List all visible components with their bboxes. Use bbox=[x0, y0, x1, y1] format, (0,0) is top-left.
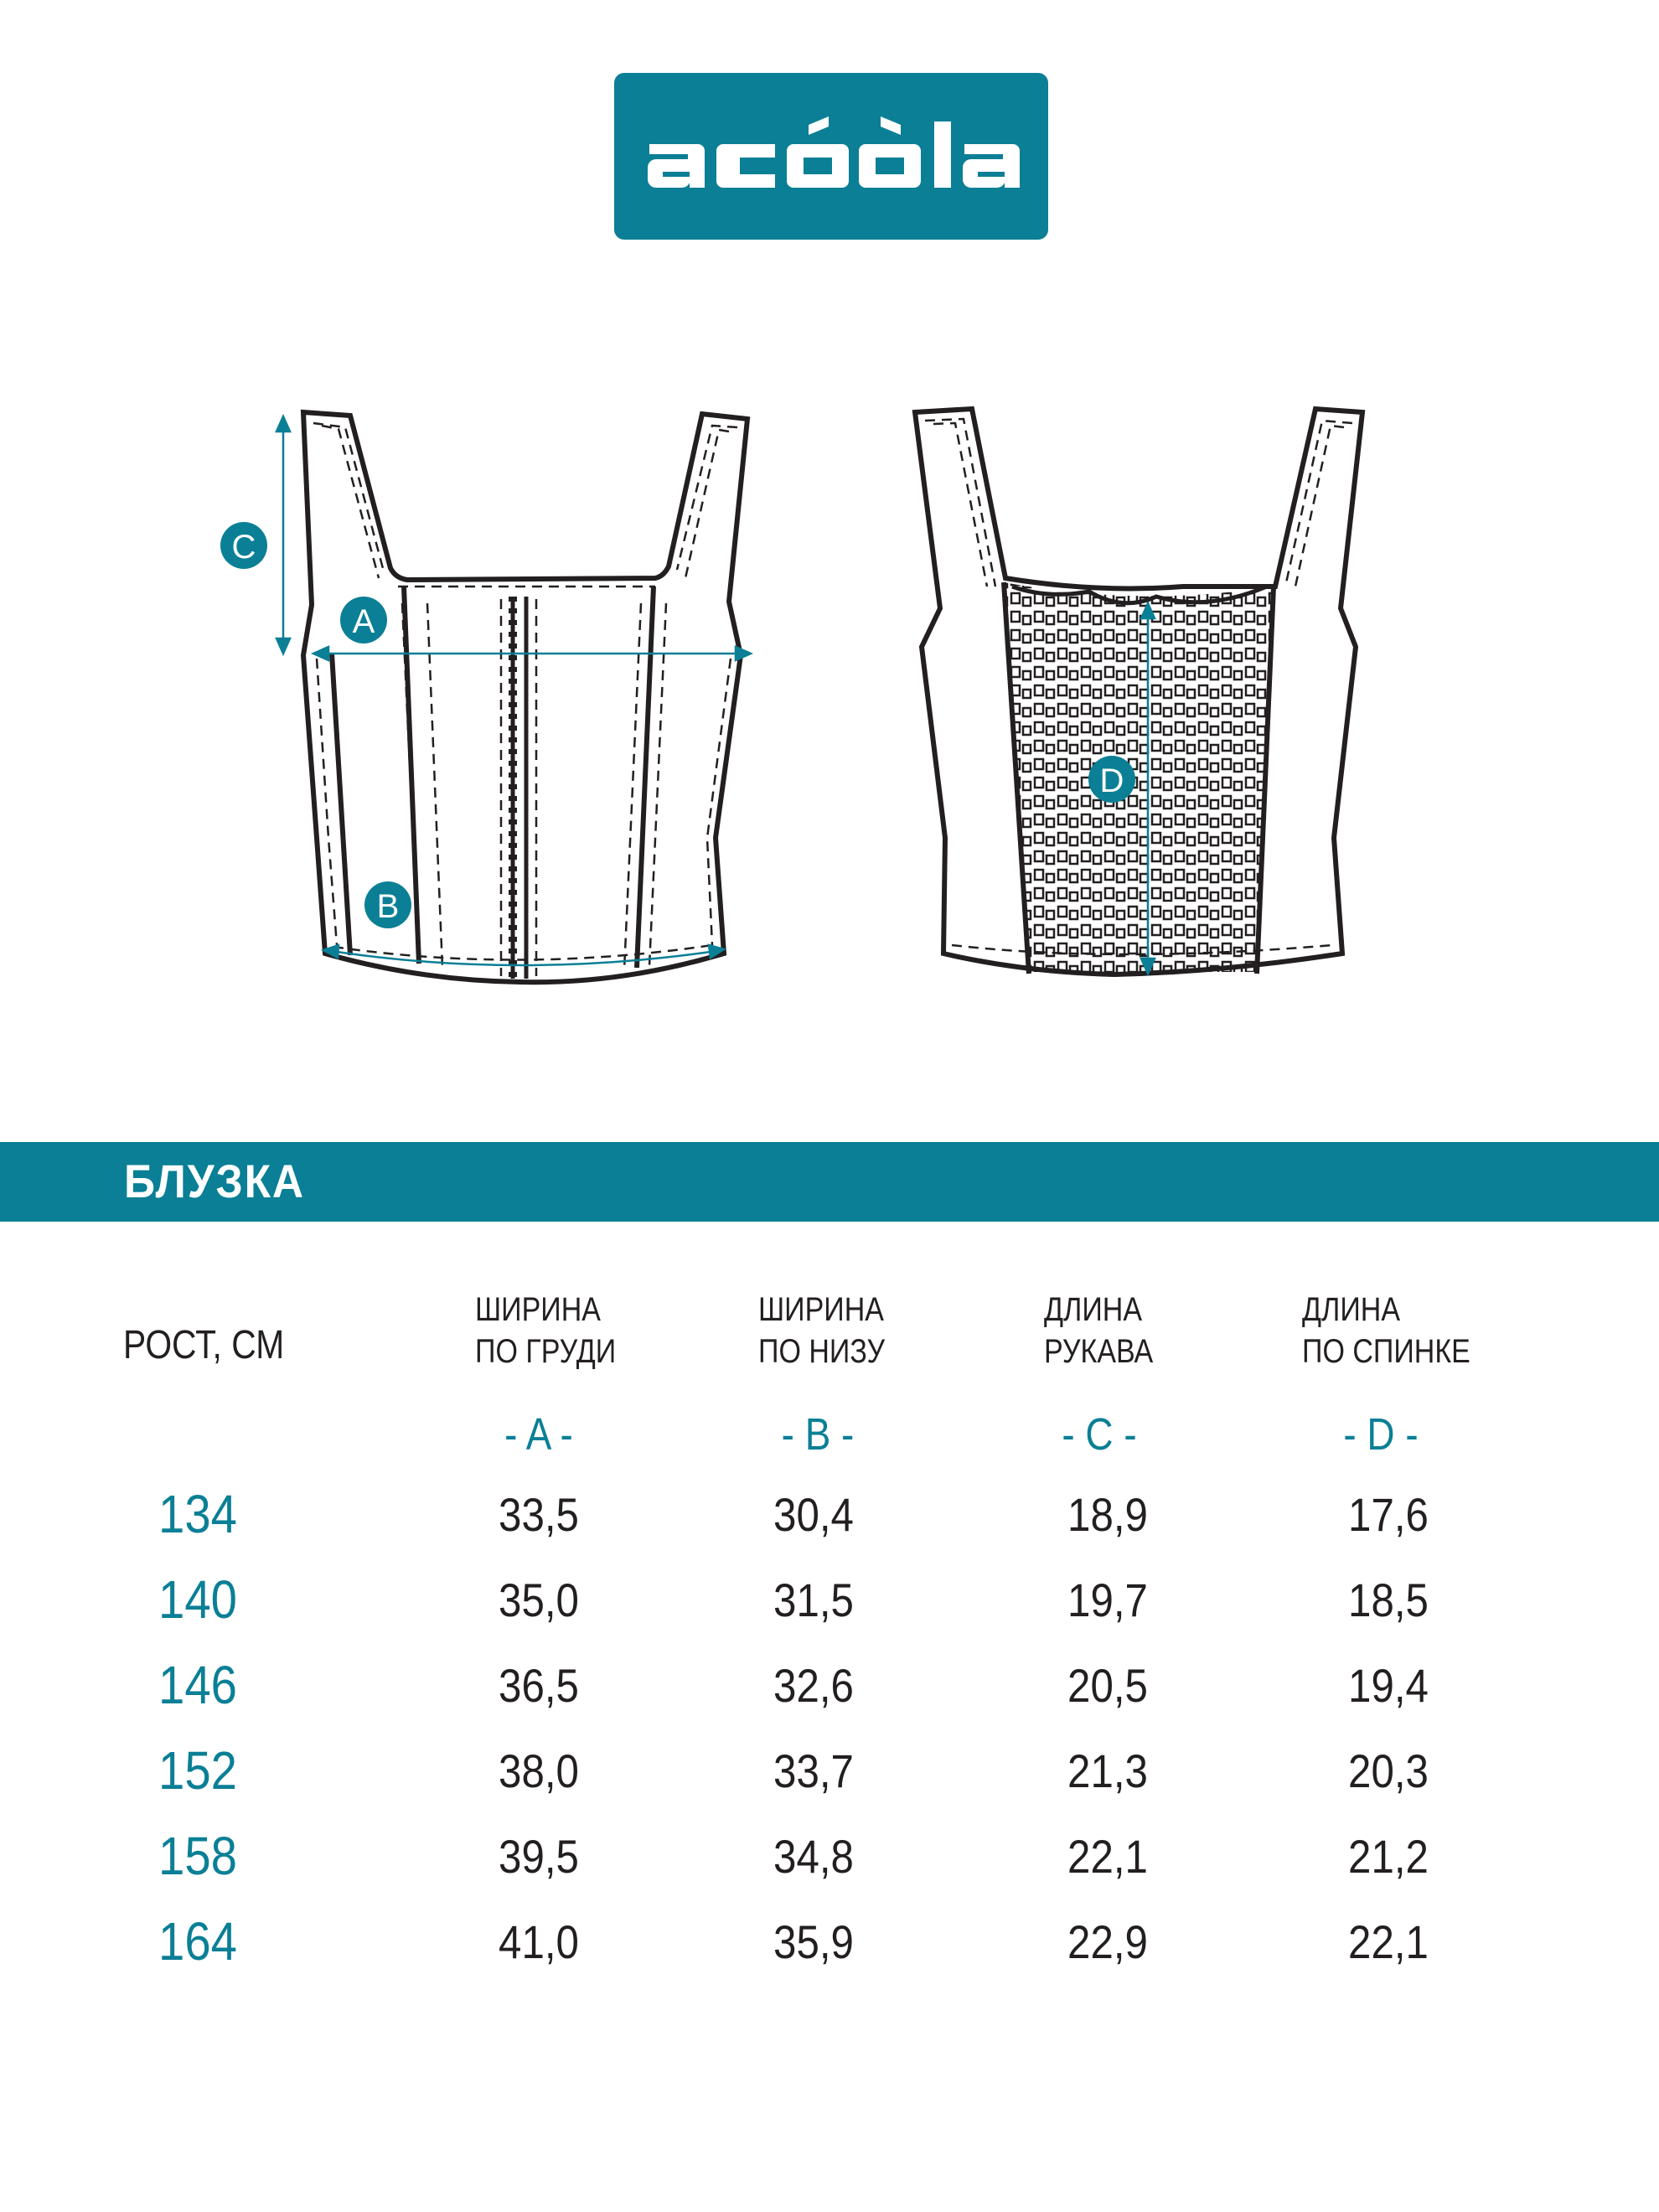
svg-text:D: D bbox=[1099, 762, 1124, 799]
marker-b bbox=[364, 881, 411, 928]
value-cell: 33,7 bbox=[773, 1744, 854, 1797]
table-row bbox=[0, 1912, 1659, 1979]
value-cell: 39,5 bbox=[499, 1830, 579, 1883]
table-row bbox=[0, 1656, 1659, 1723]
svg-text:A: A bbox=[352, 603, 375, 640]
value-cell: 33,5 bbox=[499, 1488, 579, 1541]
table-row bbox=[0, 1570, 1659, 1637]
value-cell: 22,9 bbox=[1067, 1915, 1148, 1968]
height-cell: 152 bbox=[158, 1740, 237, 1801]
value-cell: 20,3 bbox=[1348, 1744, 1429, 1797]
marker-a bbox=[340, 597, 387, 643]
value-cell: 19,7 bbox=[1067, 1574, 1148, 1626]
value-cell: 21,3 bbox=[1067, 1744, 1148, 1797]
table-row bbox=[0, 1485, 1659, 1552]
value-cell: 22,1 bbox=[1067, 1830, 1148, 1883]
value-cell: 35,0 bbox=[499, 1574, 579, 1626]
svg-text:C: C bbox=[231, 529, 256, 566]
value-cell: 17,6 bbox=[1348, 1488, 1429, 1541]
brand-logo bbox=[614, 73, 1048, 240]
value-cell: 32,6 bbox=[773, 1659, 854, 1712]
height-cell: 140 bbox=[158, 1569, 237, 1630]
value-cell: 30,4 bbox=[773, 1488, 854, 1541]
value-cell: 19,4 bbox=[1348, 1659, 1429, 1712]
value-cell: 18,9 bbox=[1067, 1488, 1148, 1541]
marker-c bbox=[220, 522, 267, 569]
acoola-logo-icon bbox=[614, 73, 1048, 240]
value-cell: 36,5 bbox=[499, 1659, 579, 1712]
marker-d bbox=[1088, 756, 1135, 803]
value-cell: 34,8 bbox=[773, 1830, 854, 1883]
height-cell: 146 bbox=[158, 1655, 237, 1715]
back-view-sketch bbox=[915, 409, 1362, 974]
value-cell: 31,5 bbox=[773, 1574, 854, 1626]
product-title-bar bbox=[0, 1142, 1659, 1222]
height-cell: 164 bbox=[158, 1911, 237, 1972]
product-title: БЛУЗКА bbox=[124, 1155, 305, 1207]
height-cell: 134 bbox=[158, 1484, 237, 1544]
svg-text:B: B bbox=[376, 888, 400, 925]
value-cell: 18,5 bbox=[1348, 1574, 1429, 1626]
value-cell: 38,0 bbox=[499, 1744, 579, 1797]
table-row bbox=[0, 1741, 1659, 1808]
value-cell: 21,2 bbox=[1348, 1830, 1429, 1883]
table-row bbox=[0, 1827, 1659, 1894]
value-cell: 41,0 bbox=[499, 1915, 579, 1968]
height-cell: 158 bbox=[158, 1826, 237, 1886]
row-header-label: РОСТ, СМ bbox=[123, 1323, 285, 1367]
value-cell: 22,1 bbox=[1348, 1915, 1429, 1968]
value-cell: 35,9 bbox=[773, 1915, 854, 1968]
value-cell: 20,5 bbox=[1067, 1659, 1148, 1712]
garment-sketches bbox=[0, 369, 1659, 1072]
